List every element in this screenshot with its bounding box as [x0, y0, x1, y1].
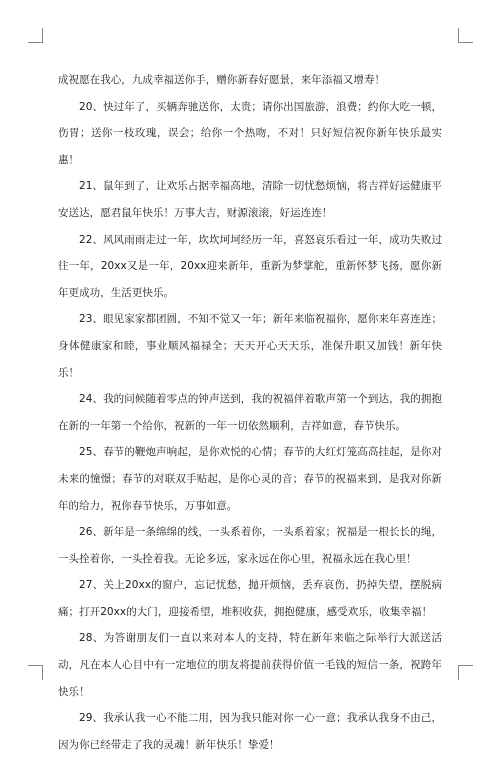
paragraph-25: 25、春节的鞭炮声响起，是你欢悦的心情；春节的大红灯笼高高挂起，是你对未来的憧憬；春节的对联双手贴起，是你心灵的音；春节的祝福来到，是我对你新年的给力，祝你春节快乐，万事如意。	[58, 446, 442, 512]
paragraph-28: 28、为答谢朋友们一直以来对本人的支持，特在新年来临之际举行大派送活动，凡在本人心目中有一定地位的朋友将提前获得价值一毛钱的短信一条，祝跨年快乐！	[58, 632, 442, 698]
crop-mark-bottom-right	[458, 665, 473, 680]
paragraph-26: 26、新年是一条绵绵的线，一头系着你，一头系着家；祝福是一根长长的绳，一头拴着你，一头拴着我。无论多远，家永远在你心里，祝福永远在我心里！	[58, 526, 442, 565]
crop-mark-top-left	[28, 28, 43, 43]
crop-mark-bottom-left	[28, 665, 43, 680]
paragraph-21: 21、鼠年到了，让欢乐占据幸福高地，清除一切忧愁烦恼，将吉祥好运健康平安送达，愿君鼠年快乐！万事大吉，财源滚滚，好运连连！	[58, 180, 442, 219]
paragraph-23: 23、眼见家家都团圆，不知不觉又一年；新年来临祝福你，愿你来年喜连连；身体健康家和睦，事业顺风福禄全；天天开心天天乐，准保升职又加钱！新年快乐！	[58, 313, 442, 379]
paragraph-24: 24、我的问候随着零点的钟声送到，我的祝福伴着歌声第一个到达，我的拥抱在新的一年第一个给你，祝新的一年一切依然顺利，吉祥如意，春节快乐。	[58, 393, 442, 432]
document-body	[58, 67, 442, 758]
paragraph-22: 22、风风雨雨走过一年，坎坎坷坷经历一年，喜怒哀乐看过一年，成功失败过往一年，20xx又是一年，20xx迎来新年，重新为梦掌舵，重新怀梦飞扬，愿你新年更成功，生活更快乐。	[58, 233, 442, 299]
crop-mark-top-right	[458, 28, 473, 43]
paragraph-27: 27、关上20xx的窗户，忘记忧愁，抛开烦恼，丢弃哀伤，扔掉失望，摆脱病痛；打开20xx的大门，迎接希望，堆积收获，拥抱健康，感受欢乐，收集幸福！	[58, 579, 442, 618]
paragraph-continued: 成祝愿在我心，九成幸福送你手，赠你新春好愿景，来年添福又增寿！	[58, 74, 386, 86]
paragraph-20: 20、快过年了，买辆奔驰送你，太贵；请你出国旅游，浪费；约你大吃一顿，伤胃；送你一枝玫瑰，误会；给你一个热吻，不对！只好短信祝你新年快乐最实惠！	[58, 100, 442, 166]
paragraph-29: 29、我承认我一心不能二用，因为我只能对你一心一意；我承认我身不由己，因为你已经带走了我的灵魂！新年快乐！挚爱！	[58, 712, 442, 751]
